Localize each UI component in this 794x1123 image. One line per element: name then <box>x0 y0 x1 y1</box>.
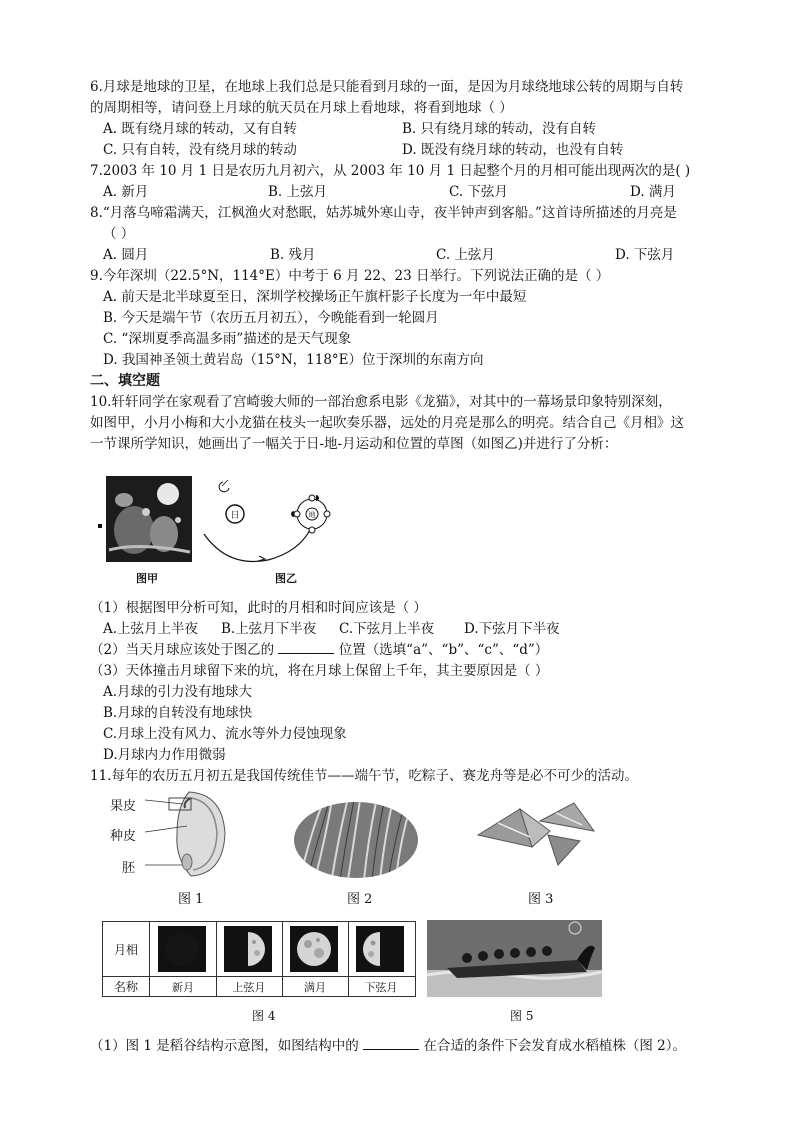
figure-4-caption: 图 4 <box>252 1009 276 1023</box>
moon-phase-name-last: 下弦月 <box>364 980 398 994</box>
q8-stem-line1: 8.“月落乌啼霜满天，江枫渔火对愁眠，姑苏城外寒山寺，夜半钟声到客船。”这首诗所描述的月亮是 <box>90 205 677 221</box>
q8-option-a: A. 圆月 <box>103 247 149 263</box>
q9-option-d: D. 我国神圣领土黄岩岛（15°N，118°E）位于深圳的东南方向 <box>103 352 484 368</box>
q10-sub3-stem: （3）天体撞击月球留下来的坑，将在月球上保留上千年，其主要原因是（ ） <box>90 663 549 679</box>
q10-sub2-answer-blank[interactable] <box>278 641 334 654</box>
moon-phase-full-icon <box>290 926 338 972</box>
q10-stem-line1: 10.轩轩同学在家观看了宫崎骏大师的一部治愈系电影《龙猫》，对其中的一幕场景印象特别深刻， <box>90 394 672 410</box>
q7-option-a: A. 新月 <box>103 184 149 200</box>
q8-option-d: D. 下弦月 <box>615 247 675 263</box>
label-pericarp: 果皮 <box>110 799 137 814</box>
q8-option-c: C. 上弦月 <box>436 247 495 263</box>
q10-sub1-option-d: D.下弦月下半夜 <box>464 621 560 637</box>
label-seed-coat: 种皮 <box>110 829 137 844</box>
q11-sub1-answer-blank[interactable] <box>363 1037 419 1050</box>
moon-phase-name-new: 新月 <box>150 977 217 996</box>
moon-position-right-icon <box>324 511 330 517</box>
q6-stem-line2: 的周期相等，请问登上月球的航天员在月球上看地球，将看到地球（ ） <box>90 100 513 116</box>
sun-label: 日 <box>230 511 240 521</box>
q7-option-c: C. 下弦月 <box>449 184 508 200</box>
q11-sub1-suffix: 在合适的条件下会发育成水稻植株（图 2）。 <box>423 1038 686 1054</box>
moon-phase-name-full: 满月 <box>282 977 349 996</box>
moon-phase-name-first: 上弦月 <box>216 977 283 996</box>
earth-label: 地 <box>308 511 316 519</box>
q9-option-b: B. 今天是端午节（农历五月初五），今晚能看到一轮圆月 <box>103 310 439 326</box>
moon-position-bottom-icon <box>309 527 315 533</box>
q10-sub3-option-a: A.月球的引力没有地球大 <box>103 684 253 700</box>
section-heading-fill-blank: 二、填空题 <box>90 373 160 389</box>
moon-phase-last-icon <box>356 926 404 972</box>
q10-sub2 <box>90 641 548 659</box>
q10-sub2-prefix: （2）当天月球应该处于图乙的 <box>90 642 275 658</box>
figure-5-caption: 图 5 <box>510 1009 534 1023</box>
q7-option-d: D. 满月 <box>630 184 676 200</box>
figure-3-caption: 图 3 <box>528 892 554 907</box>
figure-b-caption: 图乙 <box>275 572 297 585</box>
moon-phase-new-icon <box>158 926 206 972</box>
q10-stem-line2: 如图甲，小月小梅和大小龙猫在枝头一起吹奏乐器，远处的月亮是那么的明亮。结合自己《月相》这 <box>90 415 684 431</box>
q10-sub1-stem: （1）根据图甲分析可知，此时的月相和时间应该是（ ） <box>90 600 427 616</box>
figure-2-caption: 图 2 <box>347 892 373 907</box>
figure-4-moon-phase-table <box>102 921 416 997</box>
q6-option-b: B. 只有绕月球的转动，没有自转 <box>402 121 597 137</box>
q7-stem: 7.2003 年 10 月 1 日是农历九月初六，从 2003 年 10 月 1 日起整个月的月相可能出现两次的是( ) <box>90 163 691 179</box>
q10-stem-line3: 一节课所学知识，她画出了一幅关于日-地-月运动和位置的草图（如图乙)并进行了分析： <box>90 436 618 452</box>
q6-option-a: A. 既有绕月球的转动，又有自转 <box>103 121 297 137</box>
q10-sub3-option-b: B.月球的自转没有地球快 <box>103 705 253 721</box>
figure-2-rice-plant-photo <box>292 800 420 880</box>
q11-sub1 <box>90 1037 686 1055</box>
q10-sub3-option-c: C.月球上没有风力、流水等外力侵蚀现象 <box>103 726 347 742</box>
table-header-name: 名称 <box>103 977 150 996</box>
q10-sub1-option-c: C.下弦月上半夜 <box>339 621 435 637</box>
figure-1-caption: 图 1 <box>178 892 204 907</box>
q10-sub1-option-b: B.上弦月下半夜 <box>221 621 317 637</box>
q6-stem-line1: 6.月球是地球的卫星，在地球上我们总是只能看到月球的一面，是因为月球绕地球公转的周期与自转 <box>90 79 684 95</box>
q11-sub1-prefix: （1）图 1 是稻谷结构示意图，如图结构中的 <box>90 1038 359 1054</box>
q10-sub1-option-a: A.上弦月上半夜 <box>103 621 199 637</box>
moon-position-left-icon <box>294 511 300 517</box>
figure-5-dragon-boat-photo <box>427 920 602 997</box>
q8-option-b: B. 残月 <box>270 247 316 263</box>
q11-stem: 11.每年的农历五月初五是我国传统佳节——端午节，吃粽子、赛龙舟等是必不可少的活动。 <box>90 768 638 784</box>
q8-stem-line2: （ ） <box>103 226 135 242</box>
figure-a-caption: 图甲 <box>136 572 158 585</box>
figure-3-zongzi-photo <box>470 795 600 875</box>
q10-sub3-option-d: D.月球内力作用微弱 <box>103 747 226 763</box>
label-embryo: 胚 <box>122 861 136 876</box>
figure-a-movie-still <box>94 472 194 567</box>
q9-option-c: C. “深圳夏季高温多雨”描述的是天气现象 <box>103 331 352 347</box>
q7-option-b: B. 上弦月 <box>268 184 328 200</box>
q6-option-d: D. 既没有绕月球的转动，也没有自转 <box>402 142 624 158</box>
q9-option-a: A. 前天是北半球夏至日，深圳学校操场正午旗杆影子长度为一年中最短 <box>103 289 527 305</box>
table-header-phase: 月相 <box>103 922 150 977</box>
q9-stem: 9.今年深圳（22.5°N，114°E）中考于 6 月 22、23 日举行。下列说法正确的是（ ） <box>90 268 610 284</box>
q10-sub2-suffix: 位置（选填“a”、“b”、“c”、“d”） <box>338 642 549 658</box>
moon-phase-first-icon <box>224 926 272 972</box>
moon-position-top-icon <box>309 495 315 501</box>
figure-b-orbit-diagram <box>198 468 333 568</box>
q6-option-c: C. 只有自转，没有绕月球的转动 <box>103 142 297 158</box>
